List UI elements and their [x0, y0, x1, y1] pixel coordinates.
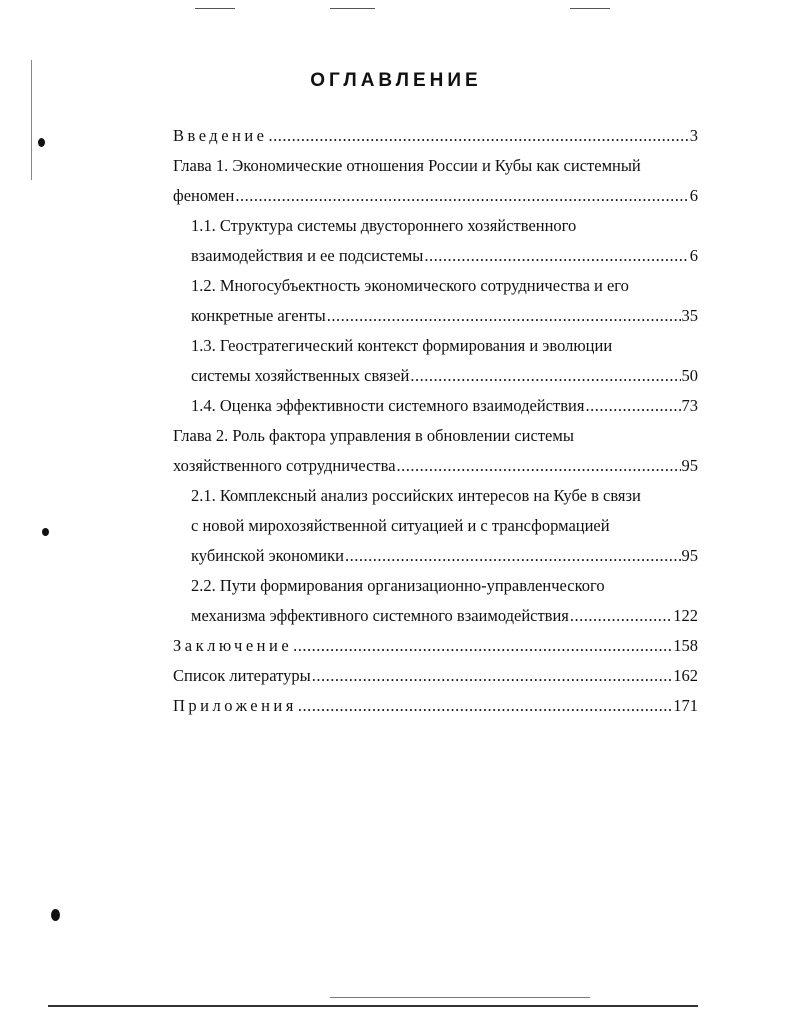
toc-entry-label: Приложения — [173, 696, 297, 715]
dot-leader — [424, 242, 688, 270]
scan-line-top-mid — [330, 8, 375, 9]
scan-line-bottom — [48, 1005, 698, 1007]
toc-section-2-1-line3 — [191, 542, 698, 570]
toc-entry-label: 2.1. Комплексный анализ российских интересов на Кубе в связи — [191, 486, 641, 505]
toc-section-1-4 — [191, 392, 698, 420]
toc-page-number: 122 — [673, 606, 698, 625]
toc-page-number: 95 — [681, 546, 698, 565]
dot-leader — [293, 632, 672, 660]
toc-section-1-1-line1 — [191, 212, 698, 240]
toc-entry-intro — [173, 122, 698, 150]
dot-leader — [585, 392, 680, 420]
toc-page-number: 158 — [673, 636, 698, 655]
dot-leader — [235, 182, 688, 210]
toc-page-number: 95 — [681, 456, 698, 475]
page-title: ОГЛАВЛЕНИЕ — [310, 70, 482, 91]
toc-entry-conclusion — [173, 632, 698, 660]
toc-page-number: 162 — [673, 666, 698, 685]
toc-section-2-1-line2 — [191, 512, 698, 540]
toc-entry-label: Список литературы — [173, 666, 311, 685]
toc-section-2-2-line1 — [191, 572, 698, 600]
scan-dot-3 — [51, 909, 60, 921]
scan-line-bottom-2 — [330, 997, 590, 998]
toc-entry-label: кубинской экономики — [191, 546, 344, 565]
dot-leader — [327, 302, 681, 330]
toc-chapter-1-line1 — [173, 152, 698, 180]
scan-dot-1 — [38, 138, 45, 147]
toc-entry-label: Глава 1. Экономические отношения России и Кубы как системный — [173, 156, 641, 175]
toc-entry-label: с новой мирохозяйственной ситуацией и с трансформацией — [191, 516, 610, 535]
toc-page-number: 6 — [689, 186, 698, 205]
toc-section-1-2-line1 — [191, 272, 698, 300]
toc-entry-label: Заключение — [173, 636, 293, 655]
toc-entry-label: 2.2. Пути формирования организационно-управленческого — [191, 576, 605, 595]
toc-section-2-2-line2 — [191, 602, 698, 630]
toc-chapter-1-line2 — [173, 182, 698, 210]
toc-entry-appendix — [173, 692, 698, 720]
scan-dot-2 — [42, 528, 49, 536]
scan-line-top-right — [570, 8, 610, 9]
toc-entry-literature — [173, 662, 698, 690]
toc-page-number: 35 — [681, 306, 698, 325]
dot-leader — [312, 662, 673, 690]
toc-section-2-1-line1 — [191, 482, 698, 510]
dot-leader — [345, 542, 681, 570]
dot-leader — [570, 602, 672, 630]
toc-entry-label: механизма эффективного системного взаимодействия — [191, 606, 569, 625]
toc-entry-label: хозяйственного сотрудничества — [173, 456, 396, 475]
toc-section-1-2-line2 — [191, 302, 698, 330]
toc-page-number: 171 — [673, 696, 698, 715]
toc-entry-label: Глава 2. Роль фактора управления в обновлении системы — [173, 426, 574, 445]
dot-leader — [410, 362, 680, 390]
dot-leader — [298, 692, 672, 720]
toc-entry-label: 1.4. Оценка эффективности системного взаимодействия — [191, 396, 585, 415]
toc-entry-label: Введение — [173, 126, 268, 145]
toc-section-1-3-line2 — [191, 362, 698, 390]
toc-entry-label: феномен — [173, 186, 235, 205]
dot-leader — [269, 122, 689, 150]
toc-page-number: 50 — [681, 366, 698, 385]
toc-entry-label: системы хозяйственных связей — [191, 366, 410, 385]
toc-entry-label: 1.2. Многосубъектность экономического сотрудничества и его — [191, 276, 629, 295]
toc-chapter-2-line2 — [173, 452, 698, 480]
toc-page-number: 3 — [689, 126, 698, 145]
scan-line-top-left — [195, 8, 235, 9]
toc-section-1-3-line1 — [191, 332, 698, 360]
toc-page-number: 6 — [689, 246, 698, 265]
toc-chapter-2-line1 — [173, 422, 698, 450]
toc-section-1-1-line2 — [191, 242, 698, 270]
toc-entry-label: 1.1. Структура системы двустороннего хозяйственного — [191, 216, 577, 235]
dot-leader — [397, 452, 681, 480]
toc-entry-label: взаимодействия и ее подсистемы — [191, 246, 424, 265]
toc-page-number: 73 — [681, 396, 698, 415]
toc-entry-label: конкретные агенты — [191, 306, 326, 325]
toc-entry-label: 1.3. Геостратегический контекст формирования и эволюции — [191, 336, 613, 355]
